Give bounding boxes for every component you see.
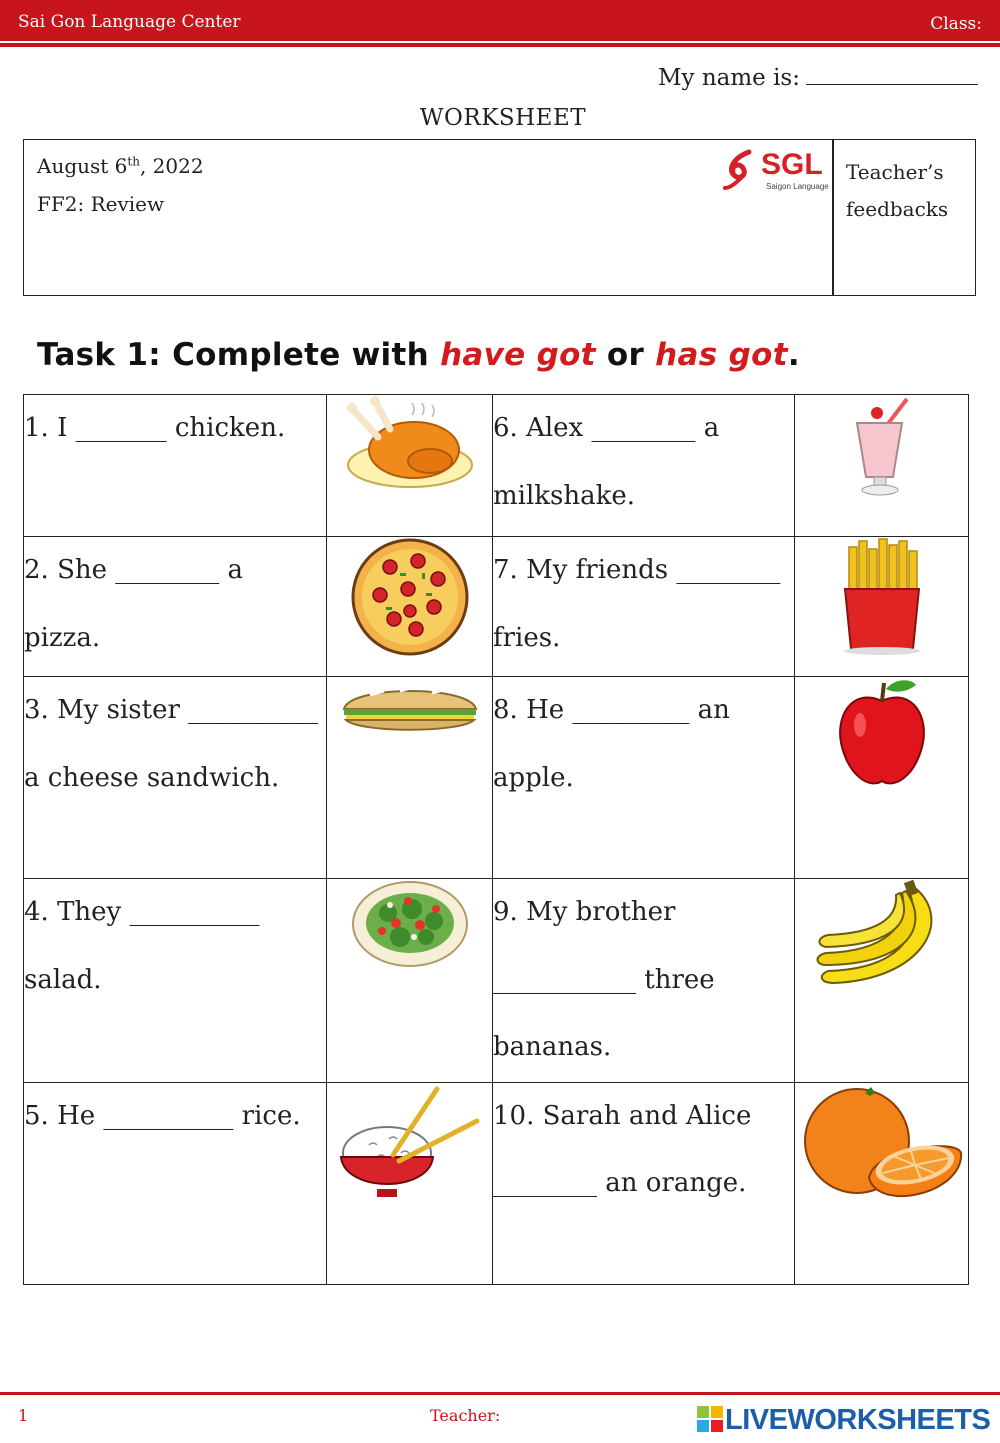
exercise-table bbox=[23, 394, 969, 1285]
date: August 6th, 2022 bbox=[37, 154, 204, 178]
sentence-8[interactable]: 8. He _________ an apple. bbox=[493, 677, 795, 879]
info-box bbox=[23, 139, 976, 296]
sentence-2[interactable]: 2. She ________ a pizza. bbox=[24, 537, 327, 677]
sgl-swoosh-icon bbox=[721, 148, 761, 192]
task-heading: Task 1: Complete with have got or has got. bbox=[37, 337, 800, 373]
picture-cell[interactable] bbox=[795, 677, 969, 879]
sentence-4[interactable]: 4. They __________ salad. bbox=[24, 879, 327, 1083]
picture-cell bbox=[795, 537, 969, 677]
sentence-3[interactable]: 3. My sister __________ a cheese sandwich. bbox=[24, 677, 327, 879]
footer-divider bbox=[0, 1392, 1000, 1395]
name-label: My name is: bbox=[657, 65, 800, 91]
sentence-9[interactable]: 9. My brother ___________ three bananas. bbox=[493, 879, 795, 1083]
liveworksheets-blocks-icon bbox=[697, 1406, 723, 1432]
teacher-label: Teacher: bbox=[430, 1406, 501, 1425]
page-number: 1 bbox=[18, 1406, 29, 1425]
sentence-7[interactable]: 7. My friends ________ fries. bbox=[493, 537, 795, 677]
picture-cell bbox=[795, 879, 969, 1083]
liveworksheets-logo[interactable]: LIVEWORKSHEETS bbox=[697, 1404, 990, 1437]
sentence-1[interactable]: 1. I _______ chicken. bbox=[24, 395, 327, 537]
picture-cell bbox=[327, 1082, 493, 1284]
table-row bbox=[24, 879, 969, 1083]
student-name-row bbox=[658, 64, 978, 91]
class-label: Class: bbox=[930, 14, 982, 34]
picture-cell bbox=[327, 677, 493, 879]
center-name: Sai Gon Language Center bbox=[18, 12, 241, 32]
table-row bbox=[24, 677, 969, 879]
milkshake-icon bbox=[847, 395, 917, 500]
table-row bbox=[24, 537, 969, 677]
sentence-6[interactable]: 6. Alex ________ a milkshake. bbox=[493, 395, 795, 537]
header-bar bbox=[0, 0, 1000, 41]
picture-cell bbox=[327, 879, 493, 1083]
picture-cell bbox=[327, 395, 493, 537]
orange-icon bbox=[799, 1083, 964, 1208]
apple-icon bbox=[832, 677, 932, 792]
salad-icon bbox=[350, 879, 470, 969]
worksheet-title: WORKSHEET bbox=[419, 105, 587, 131]
roast-chicken-icon bbox=[342, 395, 477, 495]
sandwich-icon bbox=[340, 677, 480, 737]
sgl-logo: SGL Saigon Language bbox=[721, 148, 827, 192]
bananas-icon bbox=[814, 879, 949, 994]
table-row bbox=[24, 395, 969, 537]
rice-bowl-icon bbox=[337, 1083, 482, 1208]
table-row bbox=[24, 1082, 969, 1284]
name-blank[interactable] bbox=[806, 64, 978, 85]
pizza-icon bbox=[350, 537, 470, 657]
picture-cell bbox=[795, 1082, 969, 1284]
sentence-10[interactable]: 10. Sarah and Alice ________ an orange. bbox=[493, 1082, 795, 1284]
lesson-title: FF2: Review bbox=[37, 192, 165, 216]
picture-cell bbox=[327, 537, 493, 677]
picture-cell bbox=[795, 395, 969, 537]
header-divider bbox=[0, 43, 1000, 47]
fries-icon bbox=[837, 537, 927, 657]
teacher-feedback-label: Teacher’s feedbacks bbox=[846, 160, 949, 221]
sentence-5[interactable]: 5. He __________ rice. bbox=[24, 1082, 327, 1284]
